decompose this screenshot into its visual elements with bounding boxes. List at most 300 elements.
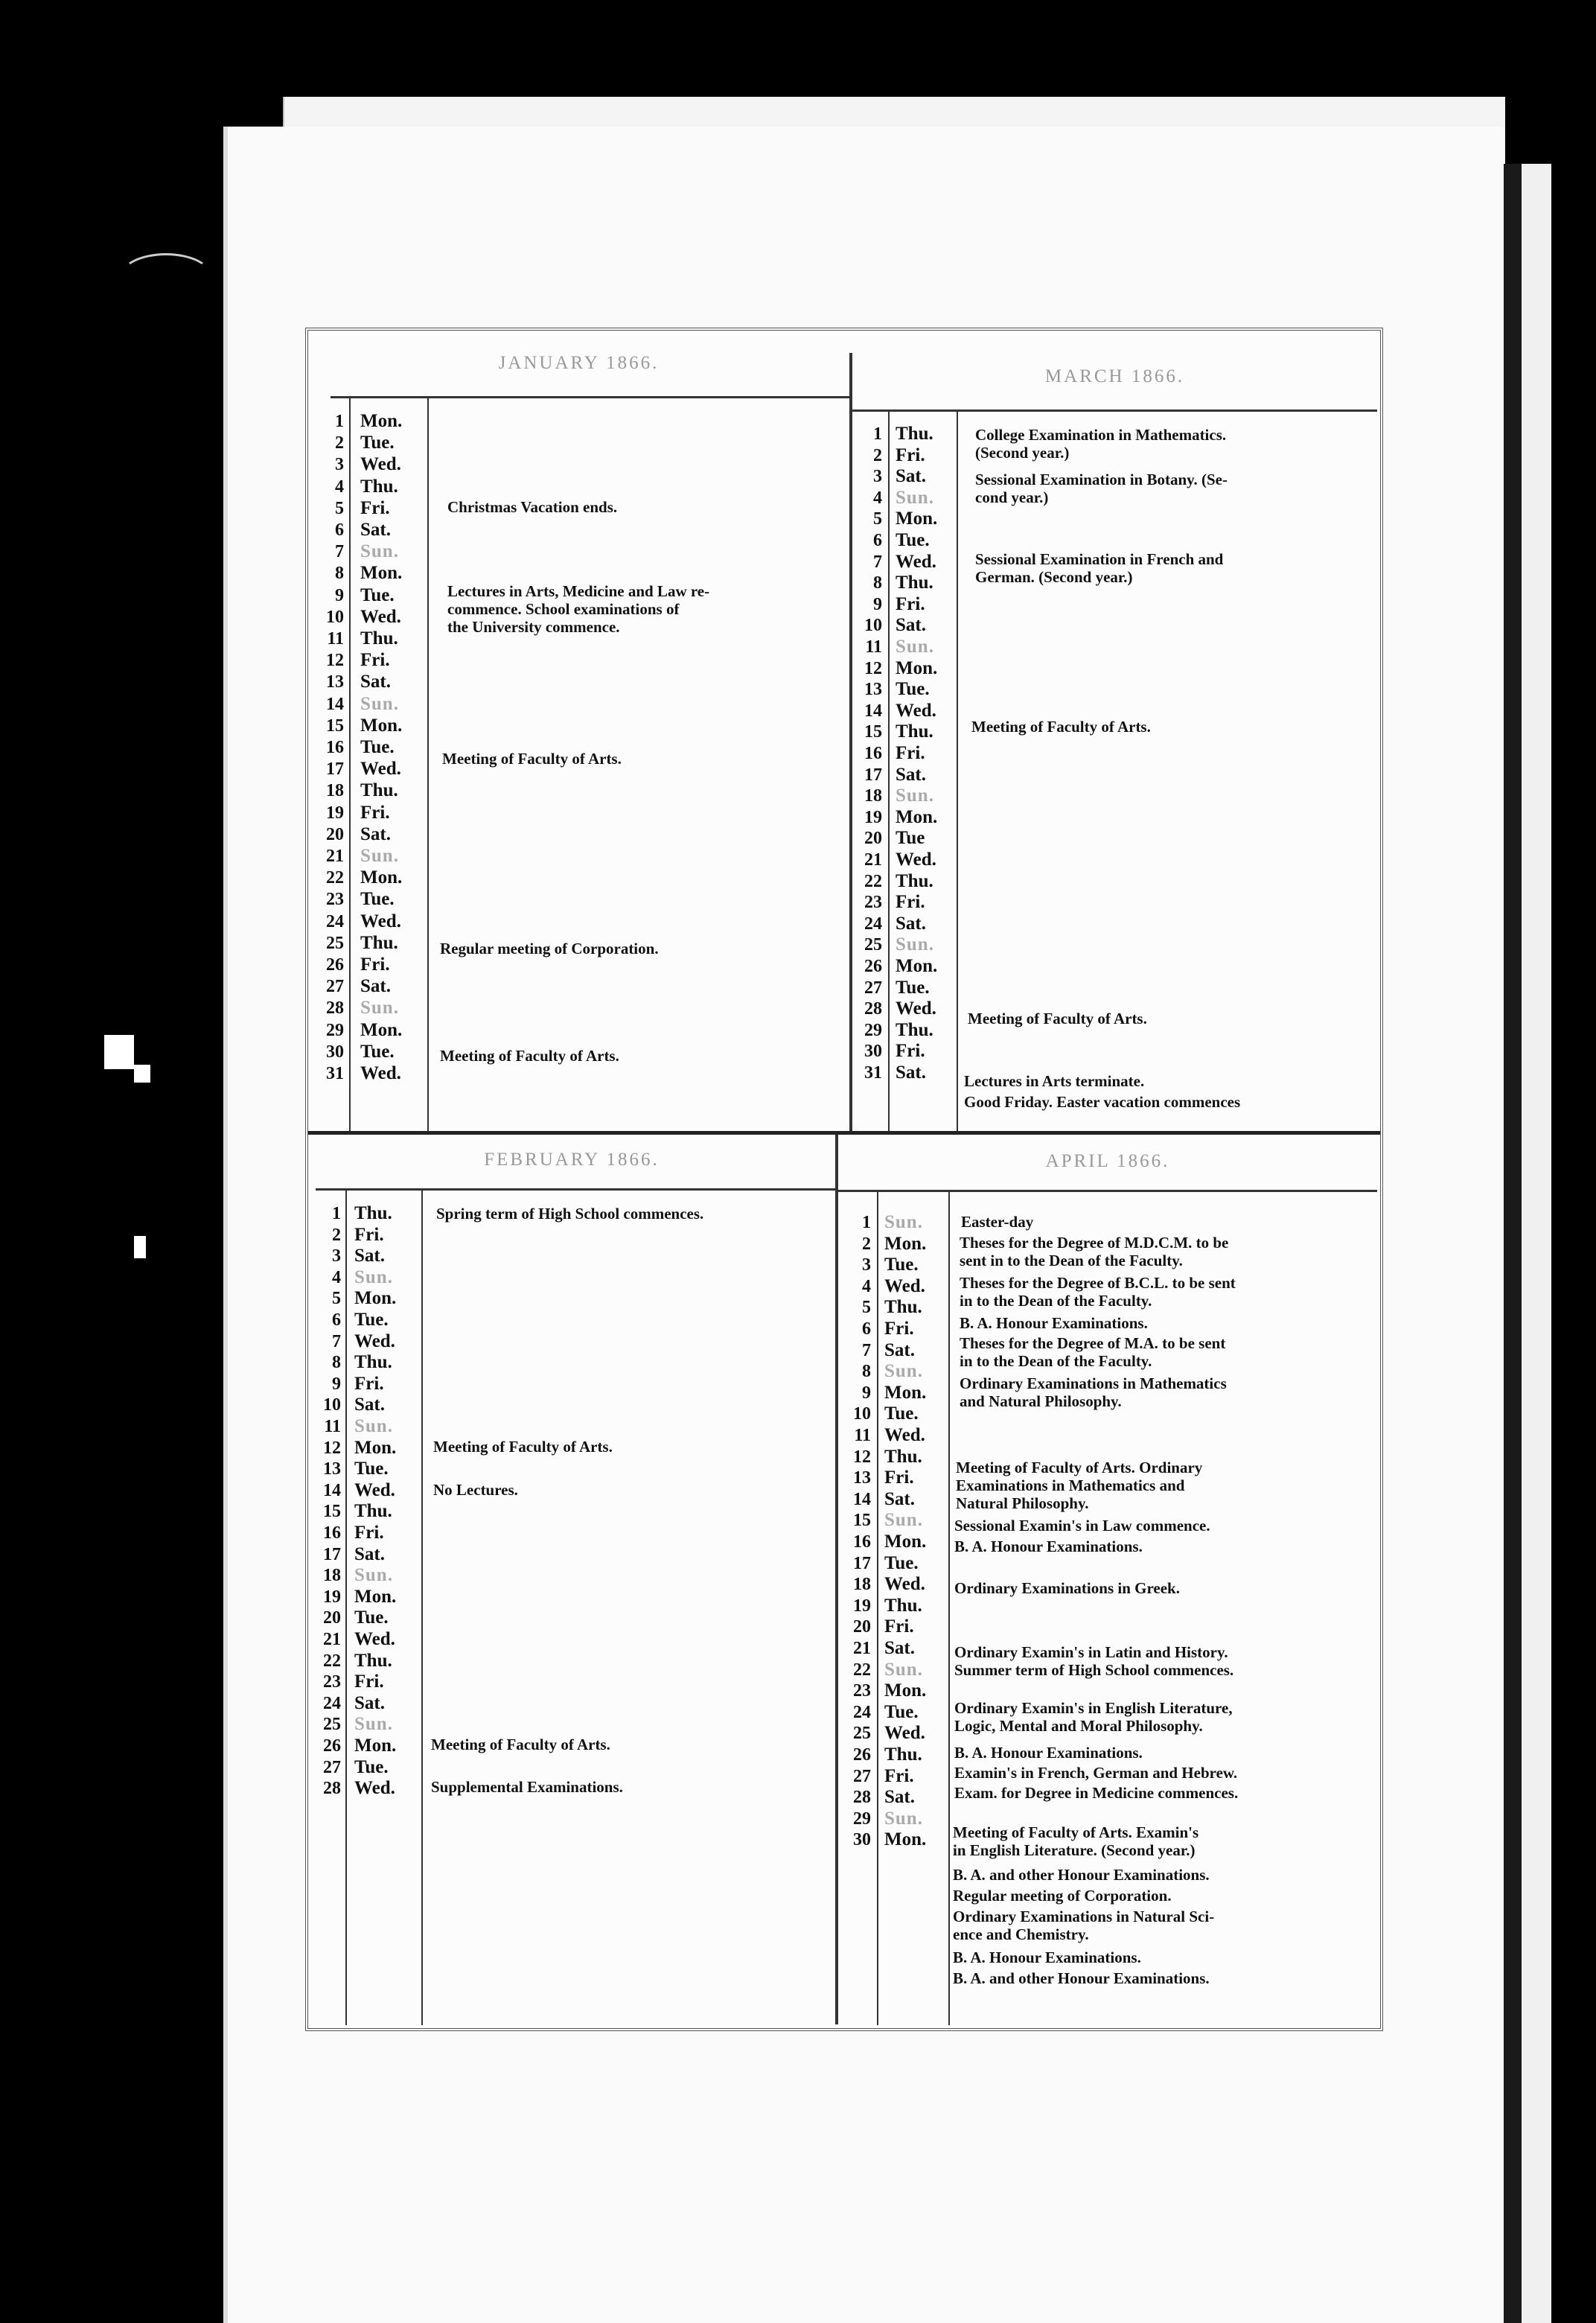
column-rule — [421, 1191, 423, 2025]
event-note: Meeting of Faculty of Arts. — [971, 718, 1151, 736]
day-number: 30 — [326, 1042, 344, 1062]
weekday-label: Sat. — [360, 520, 391, 540]
weekday-label: Thu. — [354, 1352, 392, 1373]
weekday-label: Tue. — [884, 1255, 919, 1275]
day-number: 15 — [326, 716, 344, 736]
month-january — [308, 331, 849, 1131]
month-title: MARCH 1866. — [1044, 366, 1185, 386]
day-number: 17 — [853, 1553, 871, 1573]
weekday-label: Tue. — [360, 1041, 395, 1062]
day-number: 3 — [862, 1255, 871, 1275]
weekday-label: Sun. — [884, 1361, 923, 1382]
weekday-label: Thu. — [896, 1019, 933, 1040]
day-number: 13 — [853, 1468, 871, 1488]
event-note: Ordinary Examinations in Greek. — [954, 1579, 1180, 1597]
paper-scrap — [134, 1236, 146, 1258]
event-note: Theses for the Degree of M.A. to be sent in to the Dean of the Faculty. — [960, 1334, 1226, 1370]
day-number: 10 — [853, 1404, 871, 1424]
weekday-label: Wed. — [884, 1574, 925, 1595]
day-number: 26 — [853, 1745, 871, 1765]
day-number: 4 — [332, 1267, 341, 1287]
weekday-label: Fri. — [360, 497, 390, 518]
day-number: 19 — [864, 807, 882, 827]
day-number: 28 — [323, 1779, 341, 1799]
weekday-label: Thu. — [354, 1203, 392, 1223]
day-number: 12 — [323, 1438, 341, 1458]
weekday-label: Thu. — [884, 1595, 922, 1616]
event-note: Lectures in Arts terminate. — [964, 1072, 1145, 1090]
weekday-label: Sun. — [354, 1416, 393, 1436]
day-number: 10 — [864, 616, 882, 636]
weekday-label: Sun. — [354, 1266, 393, 1287]
event-note: Lectures in Arts, Medicine and Law re- commence. School examinations of the University commence. — [447, 582, 710, 636]
day-number: 23 — [326, 890, 344, 910]
weekday-label: Sun. — [884, 1808, 923, 1829]
month-march — [852, 331, 1377, 1131]
event-note: Meeting of Faculty of Arts. — [968, 1010, 1147, 1027]
weekday-label: Fri. — [354, 1523, 384, 1543]
weekday-label: Sat. — [884, 1787, 915, 1808]
day-number: 12 — [326, 651, 344, 671]
day-number: 16 — [323, 1523, 341, 1543]
weekday-label: Mon. — [360, 1019, 403, 1040]
day-number: 8 — [873, 573, 882, 593]
day-number: 23 — [853, 1681, 871, 1701]
day-number: 28 — [864, 999, 882, 1019]
day-number: 12 — [864, 658, 882, 678]
weekday-label: Fri. — [354, 1672, 384, 1692]
day-number: 10 — [326, 607, 344, 627]
column-rule — [888, 412, 890, 1131]
weekday-label: Sun. — [360, 693, 399, 714]
weekday-label: Sun. — [360, 541, 399, 562]
weekday-label: Wed. — [360, 454, 401, 475]
day-number: 11 — [865, 637, 882, 657]
day-number: 9 — [332, 1374, 341, 1394]
day-number: 4 — [335, 477, 344, 497]
weekday-label: Tue. — [354, 1756, 389, 1777]
day-number: 2 — [332, 1225, 341, 1245]
weekday-label: Mon. — [896, 509, 938, 529]
event-note: B. A. Honour Examinations. — [953, 1948, 1141, 1966]
day-number: 29 — [853, 1809, 871, 1829]
day-number: 30 — [853, 1830, 871, 1850]
weekday-label: Thu. — [896, 721, 933, 742]
weekday-label: Fri. — [896, 444, 925, 465]
weekday-label: Mon. — [884, 1382, 927, 1403]
event-note: Christmas Vacation ends. — [447, 498, 618, 516]
weekday-label: Sun. — [354, 1565, 393, 1586]
weekday-label: Tue. — [884, 1552, 919, 1573]
day-number: 9 — [873, 594, 882, 614]
weekday-label: Fri. — [360, 802, 390, 823]
day-number: 27 — [853, 1766, 871, 1786]
event-note: Ordinary Examin's in Latin and History. Summer term of High School commences. — [954, 1643, 1234, 1679]
weekday-label: Fri. — [896, 1041, 925, 1062]
weekday-label: Tue. — [360, 433, 395, 453]
day-number: 21 — [864, 850, 882, 870]
column-rule — [877, 1192, 878, 2025]
day-number: 14 — [326, 694, 344, 714]
column-rule — [957, 412, 958, 1131]
weekday-label: Sat. — [896, 913, 926, 934]
day-number: 11 — [854, 1426, 871, 1445]
day-number: 17 — [326, 759, 344, 780]
day-number: 11 — [324, 1417, 341, 1436]
weekday-label: Wed. — [360, 606, 401, 627]
weekday-label: Sun. — [896, 786, 934, 806]
event-note: Ordinary Examinations in Mathematics and Natural Philosophy. — [960, 1374, 1227, 1410]
weekday-label: Wed. — [360, 911, 401, 931]
weekday-label: Sat. — [360, 823, 391, 844]
title-rule — [316, 1188, 835, 1191]
event-note: Sessional Examin's in Law commence. — [954, 1517, 1210, 1535]
weekday-label: Fri. — [354, 1373, 384, 1394]
weekday-label: Wed. — [360, 759, 401, 780]
weekday-label: Fri. — [884, 1468, 914, 1488]
weekday-label: Thu. — [896, 573, 933, 593]
day-number: 22 — [326, 868, 344, 888]
weekday-label: Tue. — [884, 1403, 919, 1424]
weekday-label: Fri. — [354, 1224, 384, 1245]
title-rule — [852, 410, 1377, 412]
day-number: 7 — [873, 552, 882, 572]
weekday-label: Mon. — [354, 1437, 397, 1458]
month-title: APRIL 1866. — [1045, 1151, 1170, 1171]
day-number: 4 — [862, 1276, 871, 1296]
day-number: 29 — [326, 1020, 344, 1040]
event-note: Meeting of Faculty of Arts. — [433, 1438, 613, 1456]
weekday-label: Fri. — [360, 650, 390, 671]
month-april — [838, 1135, 1377, 2025]
weekday-label: Mon. — [360, 715, 403, 736]
event-note: B. A. and other Honour Examinations. — [953, 1969, 1210, 1987]
weekday-label: Mon. — [896, 657, 938, 678]
day-number: 16 — [864, 744, 882, 763]
weekday-label: Sun. — [360, 846, 399, 866]
day-number: 1 — [332, 1204, 341, 1223]
column-rule — [427, 398, 429, 1131]
weekday-label: Sun. — [354, 1714, 393, 1735]
day-number: 30 — [864, 1042, 882, 1062]
day-number: 4 — [873, 488, 882, 508]
column-rule — [349, 398, 351, 1131]
weekday-label: Sat. — [896, 1062, 926, 1083]
day-number: 18 — [323, 1566, 341, 1586]
weekday-label: Fri. — [896, 743, 925, 763]
event-note: Meeting of Faculty of Arts. Ordinary Examinations in Mathematics and Natural Philosophy. — [956, 1459, 1203, 1512]
weekday-label: Wed. — [354, 1331, 395, 1351]
weekday-label: Wed. — [354, 1479, 395, 1500]
weekday-label: Sun. — [884, 1212, 923, 1232]
day-number: 31 — [326, 1064, 344, 1083]
day-number: 6 — [335, 520, 344, 540]
weekday-label: Sun. — [896, 487, 934, 508]
day-number: 14 — [864, 701, 882, 721]
weekday-label: Fri. — [896, 593, 925, 614]
weekday-label: Sat. — [354, 1543, 385, 1564]
day-number: 22 — [864, 871, 882, 891]
paper-scrap — [134, 1065, 150, 1083]
day-number: 8 — [335, 564, 344, 584]
weekday-label: Wed. — [360, 1063, 401, 1083]
weekday-label: Fri. — [896, 892, 925, 913]
event-note: Sessional Examination in French and German. (Second year.) — [975, 550, 1224, 586]
weekday-label: Mon. — [896, 956, 938, 976]
day-number: 18 — [864, 786, 882, 806]
paper-scrap — [104, 1035, 134, 1069]
weekday-label: Fri. — [884, 1319, 914, 1339]
weekday-label: Wed. — [896, 998, 936, 1019]
day-number: 17 — [323, 1544, 341, 1564]
day-number: 15 — [864, 722, 882, 742]
day-number: 5 — [335, 498, 344, 518]
weekday-label: Sat. — [354, 1692, 385, 1713]
day-number: 6 — [862, 1319, 871, 1339]
day-number: 24 — [853, 1702, 871, 1722]
day-number: 5 — [862, 1298, 871, 1318]
weekday-label: Mon. — [884, 1532, 927, 1552]
day-number: 25 — [323, 1715, 341, 1735]
weekday-label: Mon. — [884, 1233, 927, 1254]
weekday-label: Wed. — [896, 850, 936, 870]
day-number: 26 — [864, 957, 882, 976]
weekday-label: Sat. — [884, 1339, 915, 1360]
day-number: 24 — [323, 1693, 341, 1713]
event-note: College Examination in Mathematics. (Second year.) — [975, 426, 1227, 462]
day-number: 28 — [853, 1788, 871, 1808]
day-number: 7 — [332, 1331, 341, 1351]
day-number: 20 — [853, 1617, 871, 1637]
title-rule — [331, 396, 849, 398]
weekday-label: Mon. — [360, 411, 403, 431]
day-number: 14 — [853, 1489, 871, 1509]
weekday-label: Tue. — [360, 584, 395, 605]
next-page-strip — [1522, 164, 1551, 2323]
event-note: Exam. for Degree in Medicine commences. — [954, 1784, 1239, 1802]
weekday-label: Fri. — [884, 1616, 914, 1637]
paper-curl — [119, 253, 213, 302]
weekday-label: Sun. — [884, 1510, 923, 1531]
day-number: 25 — [853, 1724, 871, 1744]
weekday-label: Sat. — [884, 1638, 915, 1658]
weekday-label: Mon. — [884, 1680, 927, 1701]
day-number: 3 — [332, 1246, 341, 1266]
event-note: Meeting of Faculty of Arts. — [442, 750, 622, 768]
day-number: 1 — [873, 424, 882, 444]
event-note: Easter-day — [961, 1213, 1034, 1231]
calendar-frame — [305, 328, 1383, 2031]
day-number: 25 — [326, 933, 344, 953]
weekday-label: Thu. — [360, 476, 398, 497]
weekday-label: Mon. — [354, 1736, 397, 1756]
event-note: Ordinary Examinations in Natural Sci- ence and Chemistry. — [953, 1908, 1215, 1943]
weekday-label: Sun. — [896, 934, 934, 955]
weekday-label: Tue. — [360, 737, 395, 757]
day-number: 2 — [862, 1234, 871, 1254]
day-number: 5 — [332, 1289, 341, 1309]
event-note: Ordinary Examin's in English Literature, Logic, Mental and Moral Philosophy. — [954, 1699, 1233, 1735]
weekday-label: Tue — [896, 828, 925, 849]
day-number: 3 — [873, 467, 882, 487]
event-note: Meeting of Faculty of Arts. Examin's in English Literature. (Second year.) — [953, 1823, 1199, 1859]
day-number: 3 — [335, 455, 344, 475]
event-note: Meeting of Faculty of Arts. — [431, 1736, 610, 1753]
weekday-label: Sat. — [896, 466, 926, 487]
weekday-label: Tue. — [360, 889, 395, 910]
day-number: 7 — [335, 542, 344, 562]
day-number: 17 — [864, 765, 882, 785]
day-number: 14 — [323, 1480, 341, 1500]
month-title: JANUARY 1866. — [498, 353, 660, 373]
day-number: 31 — [864, 1063, 882, 1083]
page-edge-shadow — [1504, 164, 1522, 2323]
event-note: B. A. Honour Examinations. — [954, 1537, 1143, 1555]
event-note: Sessional Examination in Botany. (Se- cond year.) — [975, 471, 1228, 506]
weekday-label: Tue. — [896, 530, 930, 550]
day-number: 20 — [864, 829, 882, 849]
day-number: 24 — [864, 914, 882, 934]
day-number: 7 — [862, 1340, 871, 1360]
day-number: 1 — [862, 1213, 871, 1232]
weekday-label: Tue. — [354, 1607, 389, 1628]
day-number: 6 — [873, 531, 882, 550]
weekday-label: Mon. — [354, 1586, 397, 1607]
day-number: 9 — [862, 1383, 871, 1403]
weekday-label: Thu. — [360, 932, 398, 953]
day-number: 2 — [873, 445, 882, 465]
event-note: Regular meeting of Corporation. — [440, 940, 659, 957]
weekday-label: Wed. — [354, 1629, 395, 1649]
weekday-label: Fri. — [360, 955, 390, 975]
day-number: 20 — [326, 824, 344, 844]
weekday-label: Mon. — [884, 1829, 927, 1850]
weekday-label: Sat. — [354, 1395, 385, 1415]
weekday-label: Thu. — [354, 1501, 392, 1522]
weekday-label: Wed. — [354, 1778, 395, 1799]
weekday-label: Thu. — [896, 424, 933, 444]
weekday-label: Mon. — [360, 563, 403, 584]
day-number: 2 — [335, 433, 344, 453]
weekday-label: Tue. — [354, 1310, 389, 1330]
weekday-label: Sat. — [360, 672, 391, 692]
title-rule — [838, 1190, 1377, 1192]
event-note: Theses for the Degree of M.D.C.M. to be sent in to the Dean of the Faculty. — [960, 1234, 1229, 1269]
day-number: 28 — [326, 998, 344, 1019]
weekday-label: Mon. — [360, 867, 403, 888]
day-number: 29 — [864, 1020, 882, 1040]
weekday-label: Mon. — [896, 806, 938, 827]
day-number: 15 — [853, 1511, 871, 1531]
weekday-label: Tue. — [354, 1459, 389, 1479]
weekday-label: Wed. — [884, 1723, 925, 1744]
day-number: 22 — [853, 1660, 871, 1680]
day-number: 15 — [323, 1502, 341, 1522]
weekday-label: Thu. — [360, 780, 398, 801]
day-number: 23 — [323, 1672, 341, 1692]
weekday-label: Thu. — [884, 1297, 922, 1318]
day-number: 19 — [323, 1587, 341, 1607]
month-title: FEBRUARY 1866. — [484, 1150, 660, 1170]
column-rule — [345, 1191, 347, 2025]
event-note: Regular meeting of Corporation. — [953, 1887, 1172, 1905]
weekday-label: Wed. — [896, 700, 936, 721]
day-number: 11 — [327, 629, 344, 649]
day-number: 12 — [853, 1447, 871, 1467]
day-number: 18 — [326, 781, 344, 801]
day-number: 8 — [332, 1353, 341, 1373]
day-number: 21 — [853, 1639, 871, 1658]
weekday-label: Wed. — [884, 1425, 925, 1445]
weekday-label: Sat. — [896, 764, 926, 785]
day-number: 26 — [326, 955, 344, 975]
day-number: 19 — [853, 1596, 871, 1616]
event-note: Theses for the Degree of B.C.L. to be sent in to the Dean of the Faculty. — [960, 1274, 1236, 1310]
event-note: No Lectures. — [433, 1481, 518, 1499]
day-number: 21 — [323, 1630, 341, 1649]
column-rule — [948, 1192, 950, 2025]
event-note: B. A. and other Honour Examinations. — [953, 1866, 1210, 1884]
weekday-label: Thu. — [360, 628, 398, 649]
day-number: 21 — [326, 847, 344, 866]
weekday-label: Wed. — [896, 551, 936, 572]
weekday-label: Sun. — [360, 998, 399, 1019]
event-note: B. A. Honour Examinations. — [960, 1314, 1148, 1332]
day-number: 6 — [332, 1310, 341, 1330]
event-note: Supplemental Examinations. — [431, 1778, 623, 1796]
month-february — [308, 1135, 835, 2025]
day-number: 16 — [326, 738, 344, 757]
day-number: 23 — [864, 893, 882, 913]
weekday-label: Sun. — [884, 1659, 923, 1680]
weekday-label: Thu. — [896, 870, 933, 891]
event-note: Good Friday. Easter vacation commences — [964, 1093, 1241, 1111]
weekday-label: Sat. — [884, 1488, 915, 1509]
day-number: 19 — [326, 803, 344, 823]
day-number: 27 — [323, 1757, 341, 1777]
day-number: 10 — [323, 1395, 341, 1415]
weekday-label: Tue. — [896, 977, 930, 998]
weekday-label: Fri. — [884, 1765, 914, 1786]
day-number: 13 — [326, 672, 344, 692]
weekday-label: Sat. — [360, 976, 391, 997]
day-number: 20 — [323, 1608, 341, 1628]
weekday-label: Thu. — [884, 1446, 922, 1467]
weekday-label: Tue. — [884, 1701, 919, 1722]
weekday-label: Thu. — [354, 1650, 392, 1671]
day-number: 5 — [873, 509, 882, 529]
day-number: 27 — [864, 978, 882, 998]
weekday-label: Sat. — [896, 615, 926, 636]
day-number: 24 — [326, 911, 344, 931]
event-note: Examin's in French, German and Hebrew. — [954, 1764, 1238, 1782]
day-number: 13 — [864, 680, 882, 700]
event-note: B. A. Honour Examinations. — [954, 1744, 1143, 1762]
day-number: 26 — [323, 1736, 341, 1756]
day-number: 25 — [864, 935, 882, 955]
weekday-label: Sat. — [354, 1246, 385, 1266]
day-number: 16 — [853, 1532, 871, 1552]
event-note: Spring term of High School commences. — [436, 1205, 704, 1223]
weekday-label: Wed. — [884, 1275, 925, 1296]
day-number: 1 — [335, 412, 344, 431]
day-number: 22 — [323, 1651, 341, 1671]
day-number: 13 — [323, 1459, 341, 1479]
day-number: 27 — [326, 977, 344, 997]
weekday-label: Mon. — [354, 1288, 397, 1309]
day-number: 8 — [862, 1362, 871, 1382]
weekday-label: Tue. — [896, 679, 930, 700]
